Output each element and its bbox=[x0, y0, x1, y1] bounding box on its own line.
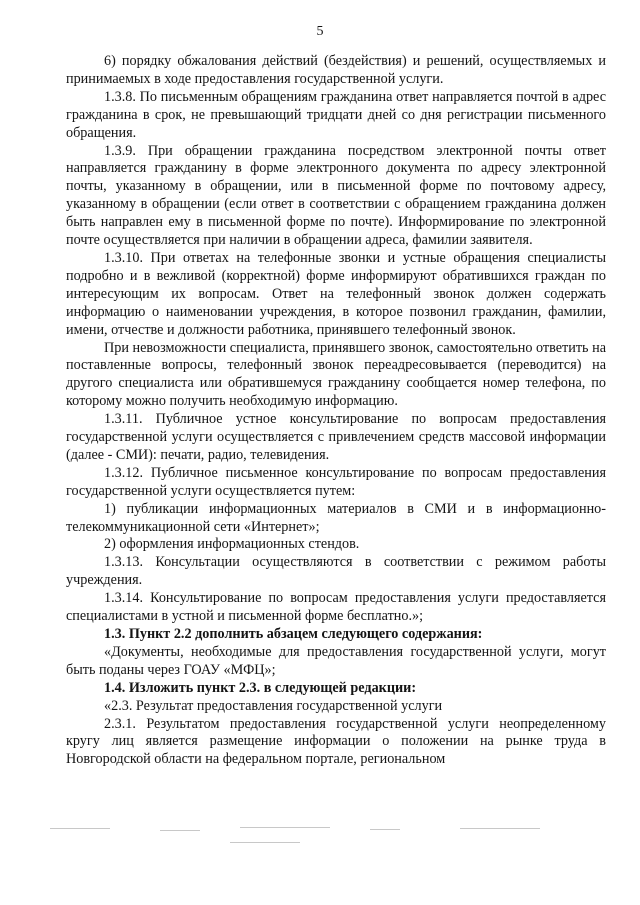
scan-noise bbox=[40, 826, 600, 856]
paragraph: 1.3.14. Консультирование по вопросам предоставления услуги предоставляется специалистами в устной и письменной форме бесплатно.»; bbox=[66, 590, 606, 625]
paragraph: 2) оформления информационных стендов. bbox=[104, 536, 360, 553]
paragraph: 6) порядку обжалования действий (бездействия) и решений, осуществляемых и принимаемых в ходе предоставления государственной услуги. bbox=[66, 53, 606, 87]
paragraph: 2.3.1. Результатом предоставления государственной услуги неопределенному кругу лиц является размещение информации о положении на рынке труда в Новгородской области на федеральном портале, региональном bbox=[66, 715, 606, 768]
paragraph: 1.3.9. При обращении гражданина посредством электронной почты ответ направляется гражданину в форме электронного документа по адресу электронной почты, указанному в обращении, или в письменной форме по почтовому адресу, указанному в обращении (если ответ в соответствии с обращением гражданина должен быть направлен ему в письменной форме по почте). Информирование по электронной почте осуществляется при наличии в обращении адреса, фамилии заявителя. bbox=[66, 142, 606, 249]
paragraph: 1) публикации информационных материалов в СМИ и в информационно-телекоммуникационной сети «Интернет»; bbox=[66, 500, 606, 535]
paragraph: При невозможности специалиста, принявшего звонок, самостоятельно ответить на поставленные вопросы, телефонный звонок переадресовывается (переводится) на другого специалиста или обратившемуся гражданину сообщается номер телефона, по которому можно получить необходимую информацию. bbox=[66, 339, 606, 410]
section-heading: 1.4. Изложить пункт 2.3. в следующей редакции: bbox=[104, 679, 417, 696]
page-number: 5 bbox=[316, 24, 324, 39]
document-body bbox=[66, 53, 606, 769]
section-heading: 1.3. Пункт 2.2 дополнить абзацем следующего содержания: bbox=[104, 626, 483, 642]
paragraph: 1.3.8. По письменным обращениям гражданина ответ направляется почтой в адрес гражданина в срок, не превышающий тридцати дней со дня регистрации письменного обращения. bbox=[66, 88, 606, 141]
paragraph: 1.3.11. Публичное устное консультирование по вопросам предоставления государственной услуги осуществляется с привлечением средств массовой информации (далее - СМИ): печати, радио, телевидения. bbox=[66, 411, 606, 463]
paragraph: 1.3.12. Публичное письменное консультирование по вопросам предоставления государственной услуги осуществляется путем: bbox=[66, 464, 606, 499]
paragraph: 1.3.10. При ответах на телефонные звонки и устные обращения специалисты подробно и в вежливой (корректной) форме информируют обратившихся граждан по интересующим их вопросам. Ответ на телефонный звонок должен содержать информацию о наименовании учреждения, в которое позвонил гражданин, фамилии, имени, отчестве и должности работника, принявшего телефонный звонок. bbox=[66, 249, 606, 338]
paragraph: «Документы, необходимые для предоставления государственной услуги, могут быть поданы через ГОАУ «МФЦ»; bbox=[66, 643, 606, 678]
paragraph: «2.3. Результат предоставления государственной услуги bbox=[104, 697, 443, 714]
paragraph: 1.3.13. Консультации осуществляются в соответствии с режимом работы учреждения. bbox=[66, 554, 606, 589]
